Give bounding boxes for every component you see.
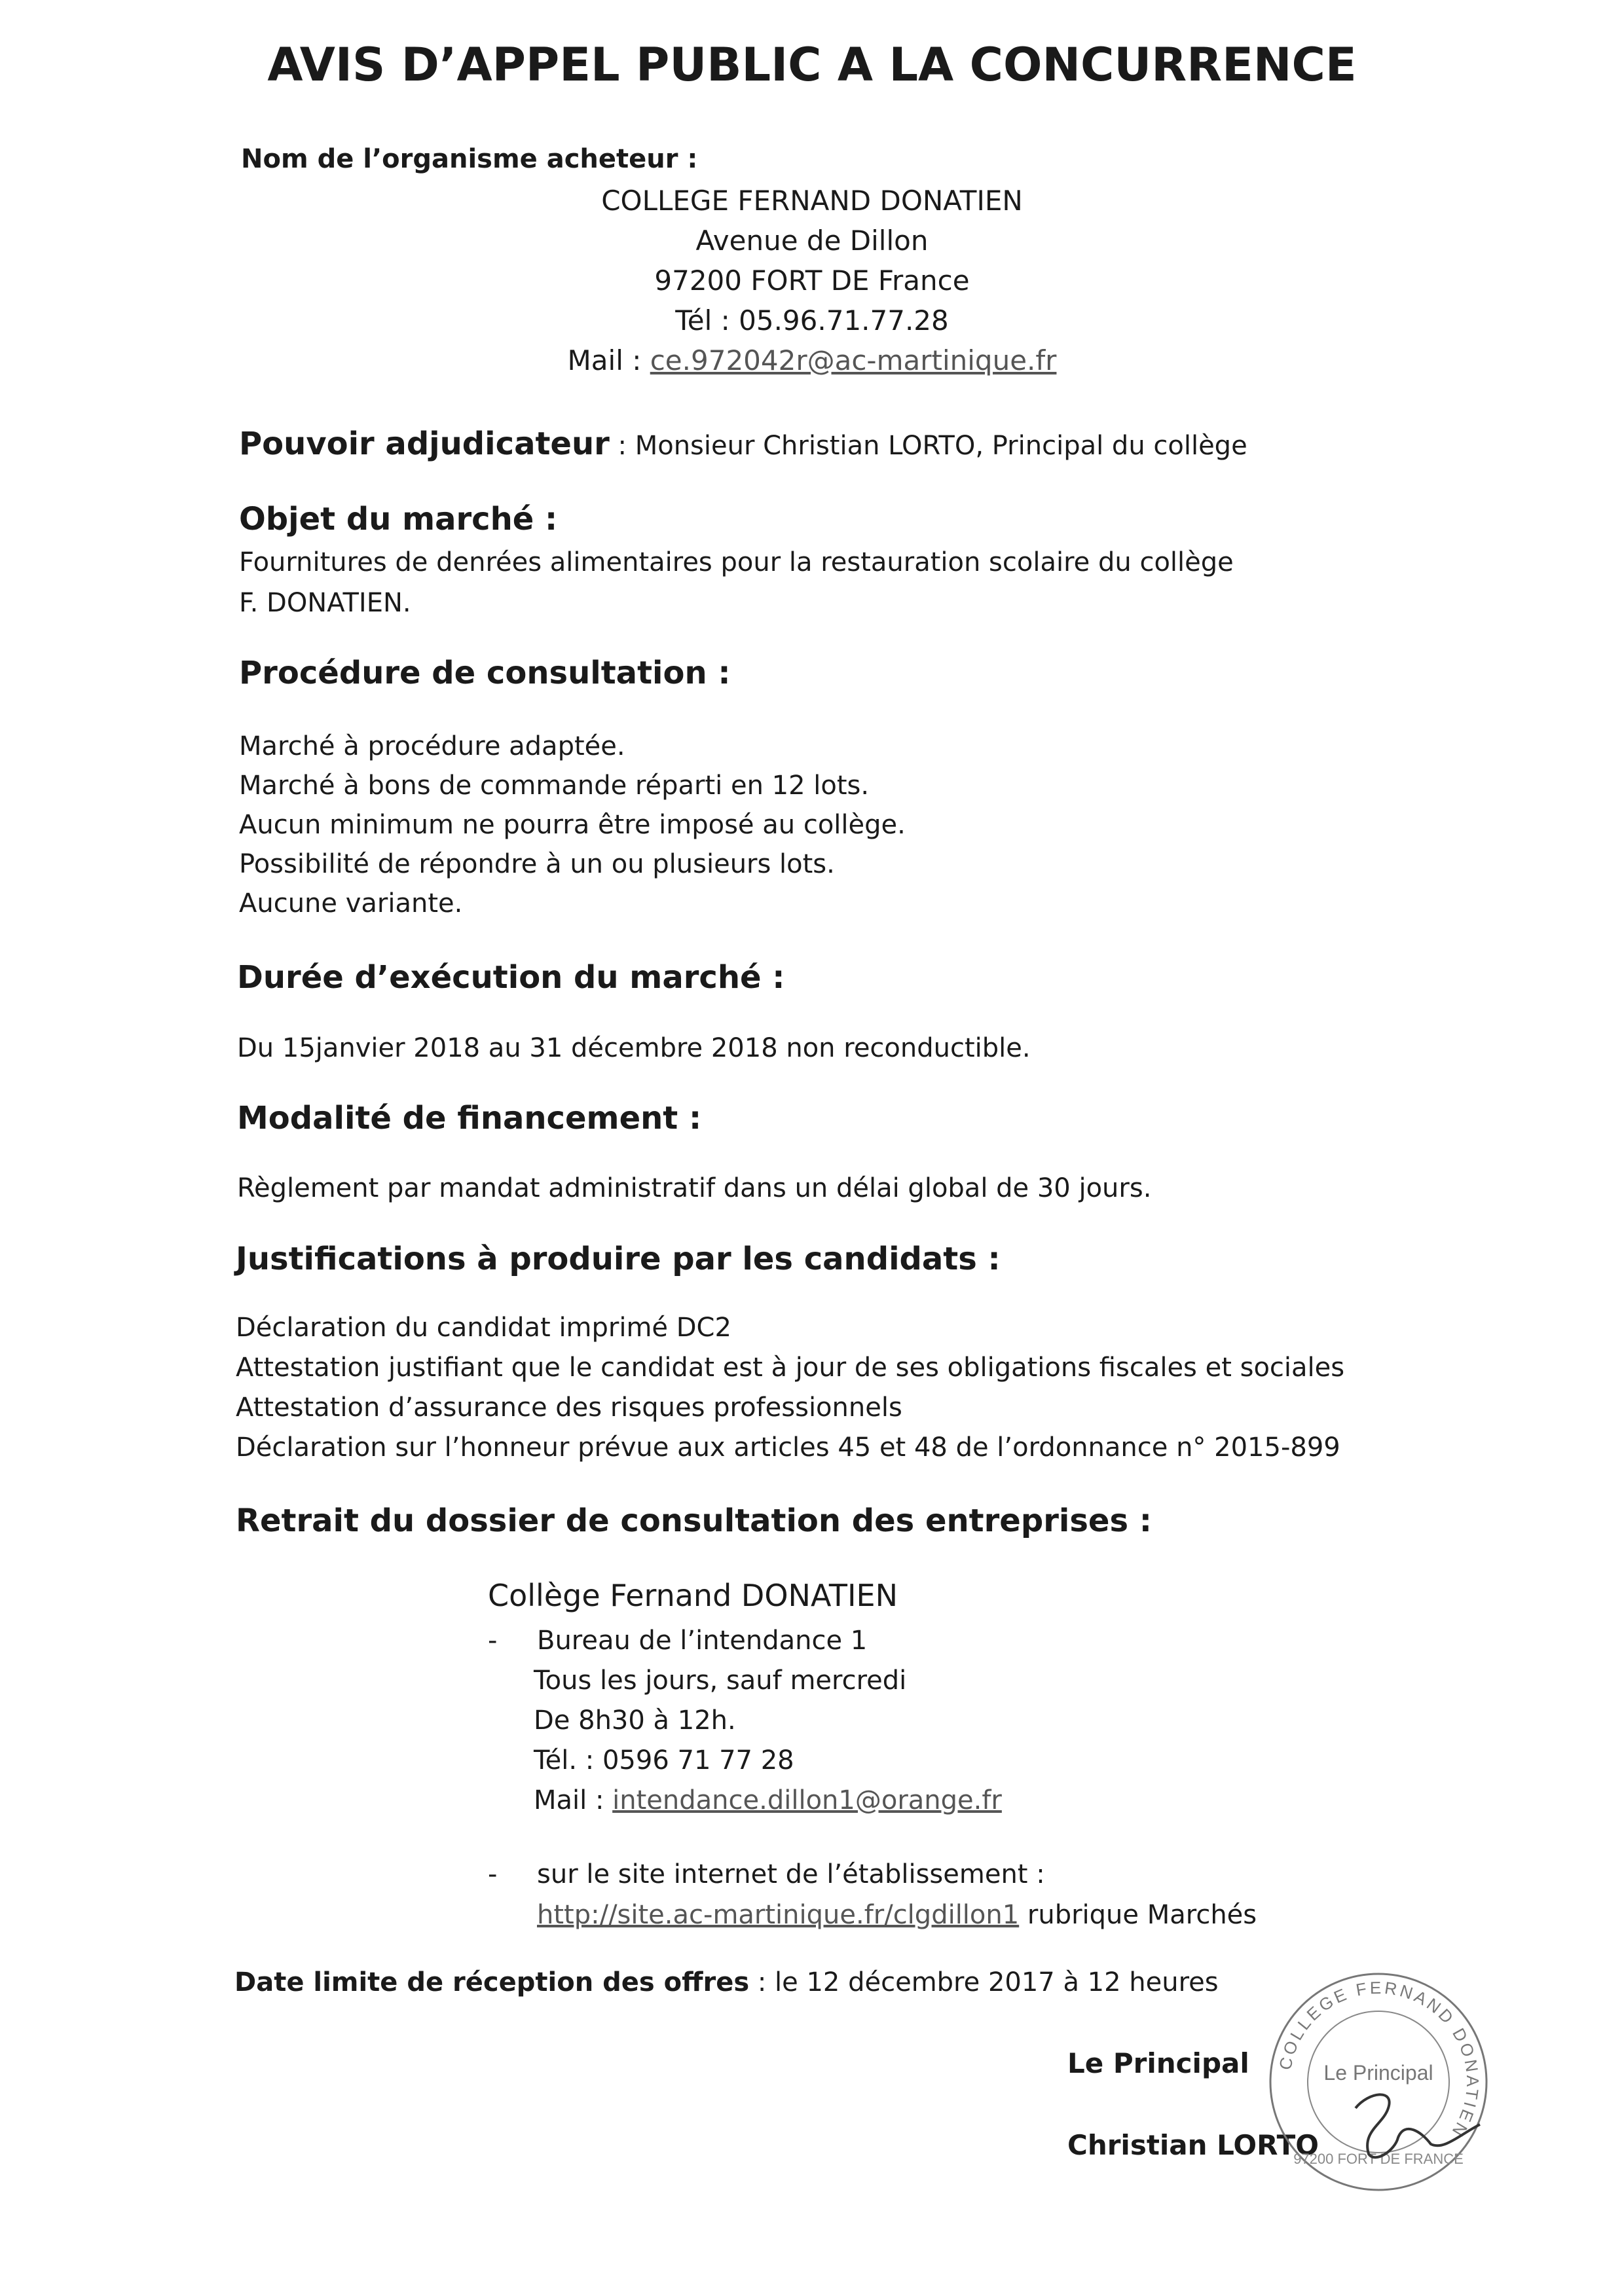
college-stamp [1264,1967,1493,2196]
objet-line: F. DONATIEN. [239,588,411,618]
date-limite-label: Date limite de réception des offres [234,1967,750,1997]
pouvoir-line [239,426,1247,462]
stamp-center-text: Le Principal [1323,2061,1433,2085]
retrait-site-suffix: rubrique Marchés [1019,1900,1257,1930]
procedure-line: Marché à bons de commande réparti en 12 lots. [239,771,870,801]
procedure-line: Possibilité de répondre à un ou plusieurs lots. [239,849,835,879]
procedure-label: Procédure de consultation : [239,655,731,691]
page-title: AVIS D’APPEL PUBLIC A LA CONCURRENCE [267,38,1357,92]
objet-line: Fournitures de denrées alimentaires pour la restauration scolaire du collège [239,547,1234,577]
duree-text: Du 15janvier 2018 au 31 décembre 2018 non reconductible. [237,1033,1031,1063]
retrait-mail-link[interactable]: intendance.dillon1@orange.fr [612,1785,1002,1815]
date-limite-value: : le 12 décembre 2017 à 12 heures [749,1967,1219,1997]
justification-item: Déclaration du candidat imprimé DC2 [236,1313,731,1343]
buyer-city: 97200 FORT DE France [654,264,970,297]
signature-name: Christian LORTO [1067,2129,1319,2161]
retrait-label: Retrait du dossier de consultation des entreprises : [236,1503,1152,1539]
buyer-label: Nom de l’organisme acheteur : [241,144,698,174]
financement-text: Règlement par mandat administratif dans un délai global de 30 jours. [237,1173,1152,1203]
buyer-mail-line [0,344,1624,376]
date-limite-line [234,1967,1219,1997]
objet-label: Objet du marché : [239,501,558,538]
buyer-tel: Tél : 05.96.71.77.28 [675,304,949,337]
procedure-line: Aucun minimum ne pourra être imposé au collège. [239,810,906,840]
justification-item: Attestation d’assurance des risques professionnels [236,1393,902,1423]
list-dash: - [488,1626,498,1656]
retrait-college: Collège Fernand DONATIEN [488,1578,898,1613]
buyer-street: Avenue de Dillon [695,225,929,257]
stamp-ring-text: COLLEGE FERNAND DONATIEN [1275,1977,1483,2142]
buyer-mail-link[interactable]: ce.972042r@ac-martinique.fr [650,344,1057,376]
pouvoir-label: Pouvoir adjudicateur [239,426,610,462]
signature-role: Le Principal [1067,2047,1249,2079]
retrait-jours: Tous les jours, sauf mercredi [534,1666,907,1696]
retrait-site-line [537,1900,1257,1930]
justification-item: Attestation justifiant que le candidat est à jour de ses obligations fiscales et sociales [236,1353,1345,1383]
retrait-mail-label: Mail : [534,1785,613,1815]
justifications-label: Justifications à produire par les candidats : [236,1241,1001,1277]
pouvoir-value: : Monsieur Christian LORTO, Principal du collège [609,431,1247,461]
justification-item: Déclaration sur l’honneur prévue aux articles 45 et 48 de l’ordonnance n° 2015-899 [236,1432,1340,1463]
buyer-mail-label: Mail : [567,344,650,376]
retrait-tel: Tél. : 0596 71 77 28 [534,1745,794,1776]
financement-label: Modalité de financement : [237,1100,702,1137]
retrait-site-link[interactable]: http://site.ac-martinique.fr/clgdillon1 [537,1900,1020,1930]
duree-label: Durée d’exécution du marché : [237,959,785,996]
stamp-bottom-text: 97200 FORT DE FRANCE [1293,2151,1464,2167]
retrait-site-label: sur le site internet de l’établissement : [537,1859,1045,1889]
procedure-line: Aucune variante. [239,888,463,919]
buyer-name: COLLEGE FERNAND DONATIEN [601,185,1023,217]
list-dash: - [488,1859,498,1889]
retrait-bureau: Bureau de l’intendance 1 [537,1626,868,1656]
procedure-line: Marché à procédure adaptée. [239,731,625,761]
retrait-horaires: De 8h30 à 12h. [534,1705,736,1736]
retrait-mail-line [534,1785,1002,1815]
